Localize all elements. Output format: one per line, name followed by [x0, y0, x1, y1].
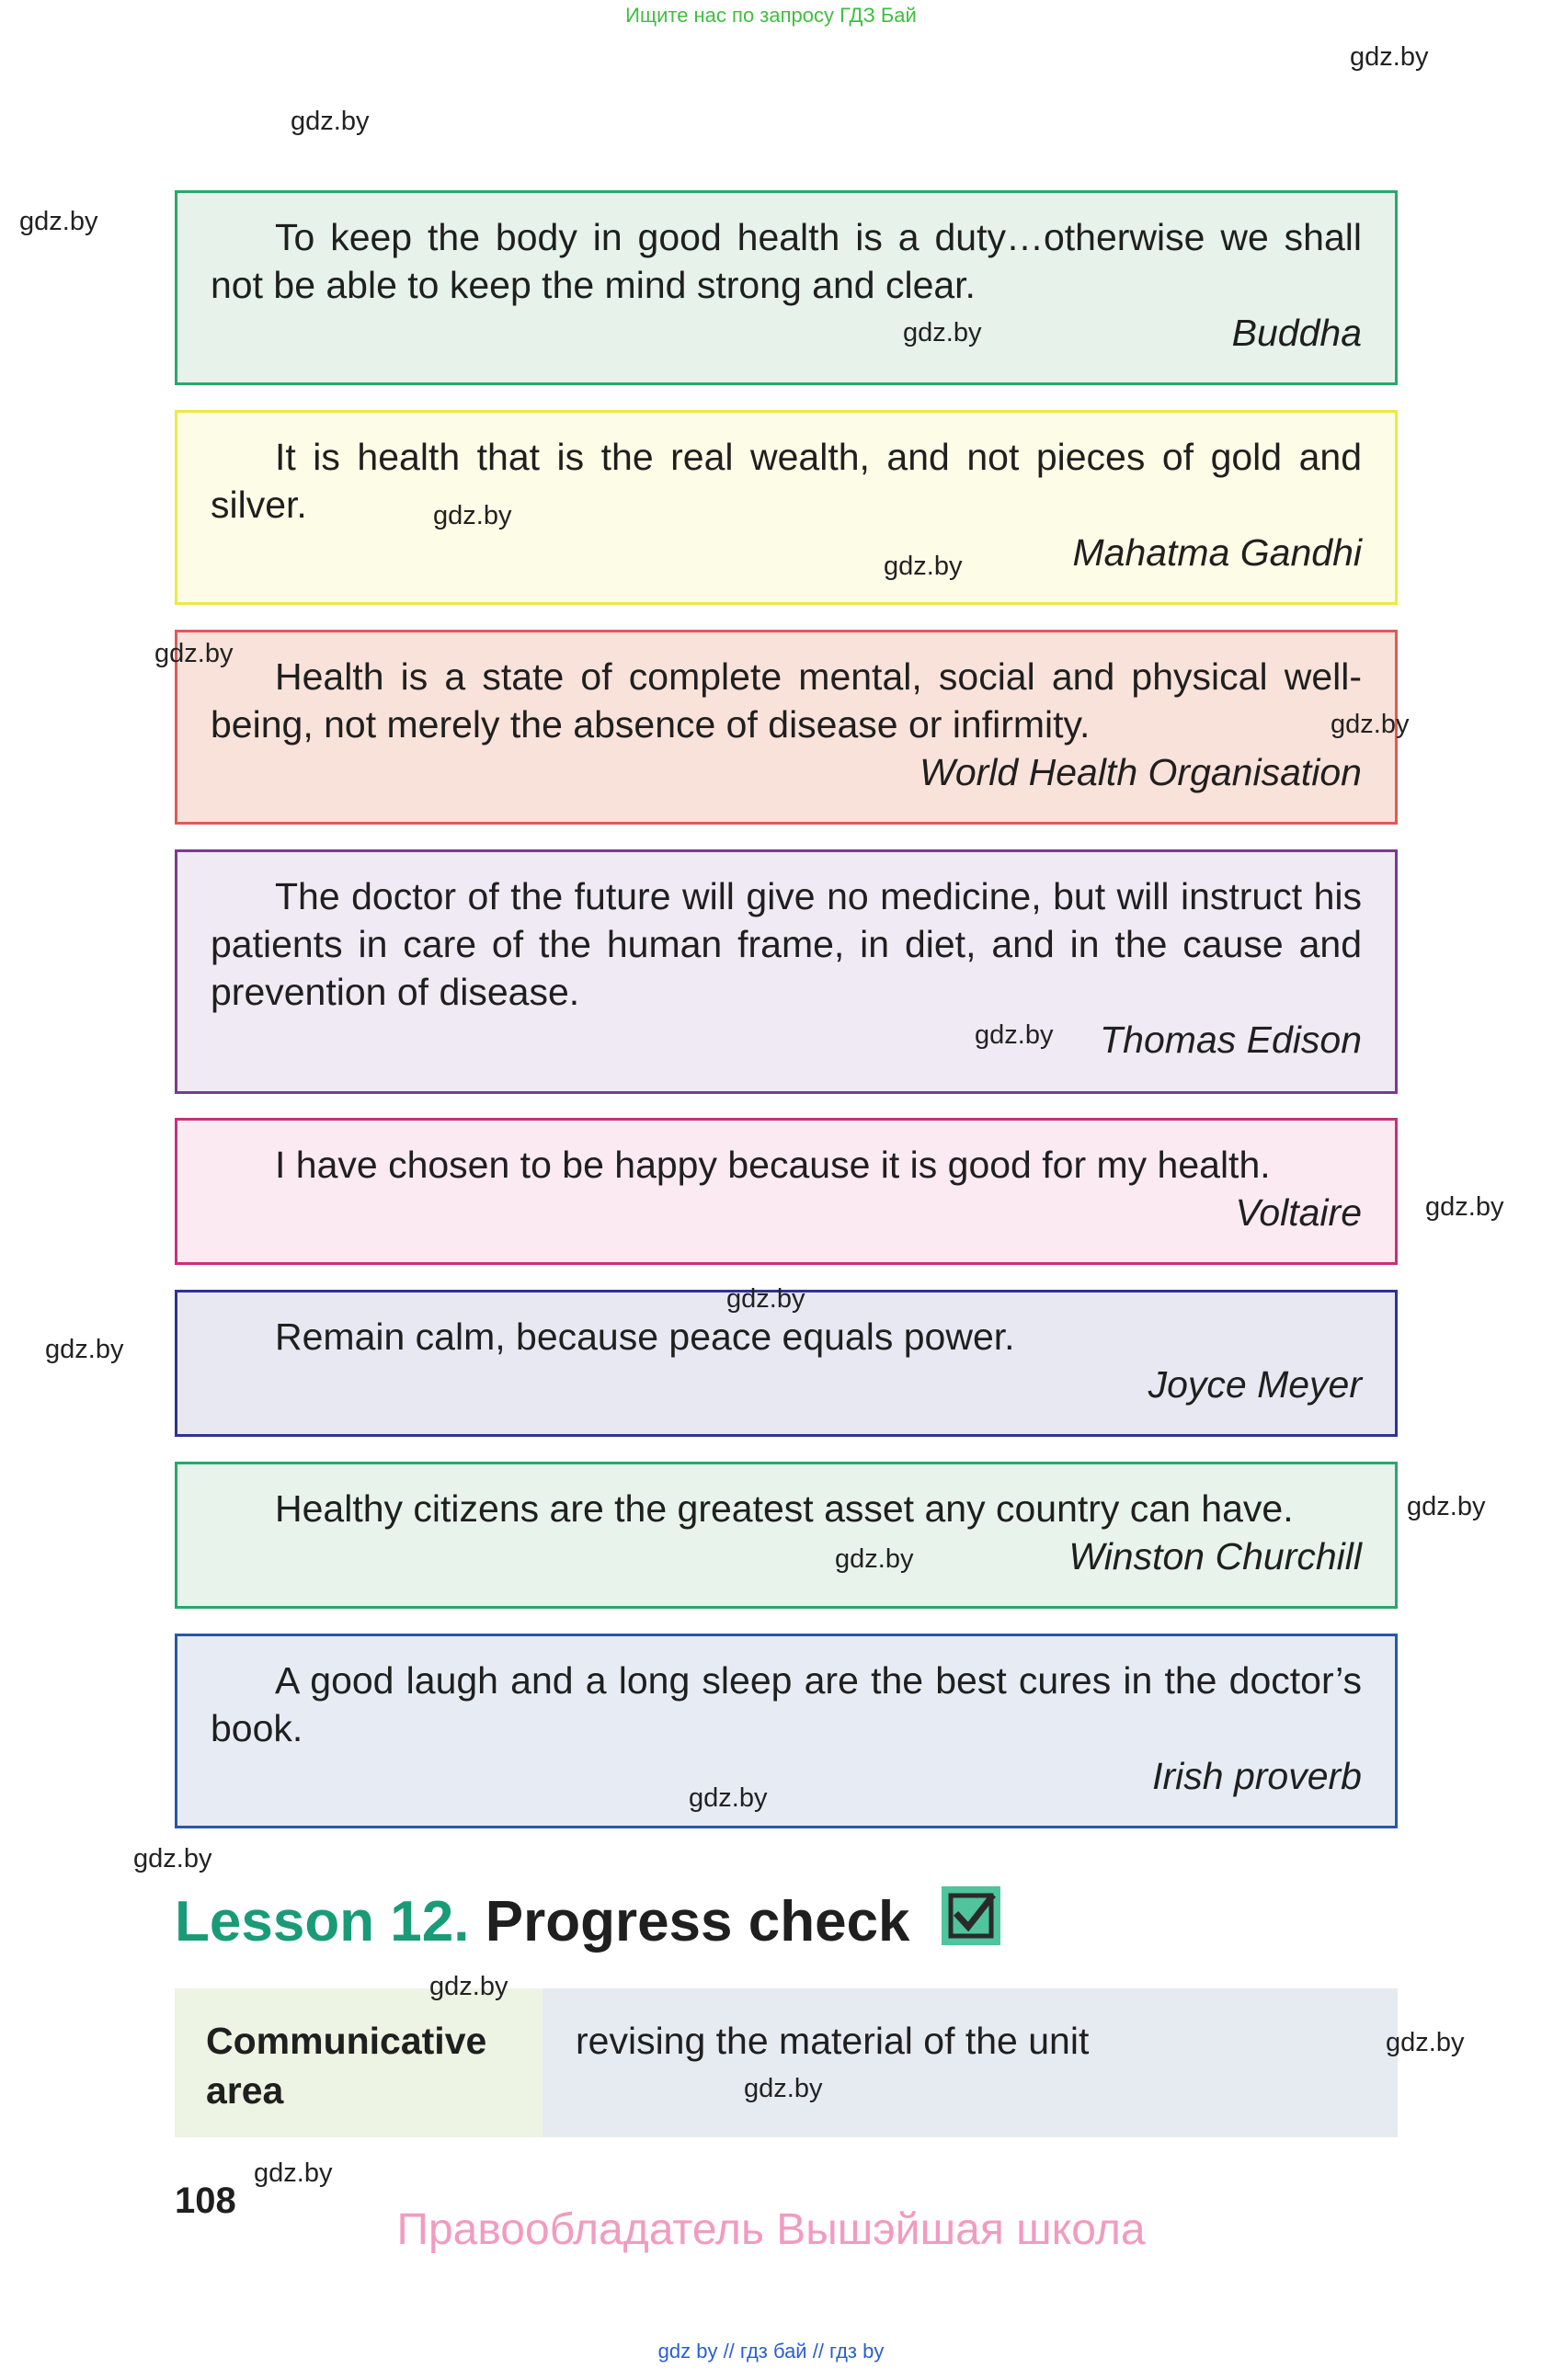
quote-text: It is health that is the real wealth, and not pieces of gold and silver.	[211, 436, 1362, 526]
watermark: gdz.by	[1407, 1492, 1486, 1521]
watermark: gdz.by	[884, 552, 963, 581]
communicative-area-table	[175, 1988, 1398, 2137]
quote-author: Thomas Edison	[1100, 1019, 1362, 1061]
area-value: revising the material of the unit	[543, 1988, 1398, 2137]
quote-box-gandhi	[175, 410, 1398, 605]
quote-text: Health is a state of complete mental, social and physical well-being, not merely the absence of disease or infirmity.	[211, 655, 1362, 746]
watermark: gdz.by	[1386, 2028, 1465, 2057]
quote-text: A good laugh and a long sleep are the best cures in the doctor’s book.	[211, 1659, 1362, 1749]
lesson-title: Progress check	[485, 1890, 910, 1953]
copyright-notice: Правообладатель Вышэйшая школа	[396, 2205, 1146, 2254]
watermark: gdz.by	[744, 2074, 823, 2103]
watermark: gdz.by	[45, 1335, 124, 1364]
quote-author: World Health Organisation	[919, 751, 1362, 793]
quote-text: The doctor of the future will give no medicine, but will instruct his patients in care of the human frame, in diet, and in the cause and prevention of disease.	[211, 875, 1362, 1013]
quote-author: Buddha	[1231, 312, 1362, 354]
watermark: gdz.by	[903, 318, 982, 347]
watermark: gdz.by	[726, 1284, 805, 1314]
quote-text: I have chosen to be happy because it is good for my health.	[275, 1144, 1271, 1186]
watermark: gdz.by	[429, 1972, 508, 2001]
watermark: gdz.by	[291, 107, 370, 136]
quote-box-buddha	[175, 190, 1398, 385]
lesson-number: Lesson 12.	[175, 1890, 470, 1953]
watermark: gdz.by	[254, 2158, 333, 2188]
quote-author: Irish proverb	[1152, 1755, 1362, 1797]
watermark: gdz.by	[433, 501, 512, 530]
watermark: gdz.by	[154, 639, 234, 668]
lesson-heading	[175, 1889, 910, 1954]
watermark: gdz.by	[133, 1844, 212, 1873]
quote-author: Winston Churchill	[1068, 1535, 1362, 1577]
quote-box-churchill	[175, 1462, 1398, 1609]
watermark: gdz.by	[1425, 1192, 1504, 1222]
quote-text: Healthy citizens are the greatest asset any country can have.	[275, 1487, 1294, 1530]
quote-box-who	[175, 630, 1398, 825]
area-label: Communicative area	[175, 1988, 543, 2137]
watermark: gdz.by	[1331, 710, 1410, 739]
quote-box-irish	[175, 1634, 1398, 1828]
page-number: 108	[175, 2181, 236, 2221]
checkbox-check-icon	[942, 1886, 1000, 1945]
watermark: gdz.by	[1350, 42, 1429, 72]
quote-author: Voltaire	[1235, 1191, 1362, 1234]
quote-text: Remain calm, because peace equals power.	[275, 1315, 1015, 1358]
watermark: gdz.by	[975, 1020, 1054, 1050]
quote-box-edison	[175, 849, 1398, 1094]
quote-author: Mahatma Gandhi	[1072, 531, 1362, 574]
footer-links[interactable]: gdz by // гдз бай // гдз by	[657, 2340, 885, 2363]
quote-text: To keep the body in good health is a duty…otherwise we shall not be able to keep the mind strong and clear.	[211, 216, 1362, 306]
quote-author: Joyce Meyer	[1148, 1363, 1362, 1406]
watermark: gdz.by	[19, 207, 98, 236]
top-banner[interactable]: Ищите нас по запросу ГДЗ Бай	[625, 4, 917, 27]
watermark: gdz.by	[689, 1783, 768, 1813]
watermark: gdz.by	[835, 1544, 914, 1574]
quote-box-voltaire	[175, 1118, 1398, 1265]
